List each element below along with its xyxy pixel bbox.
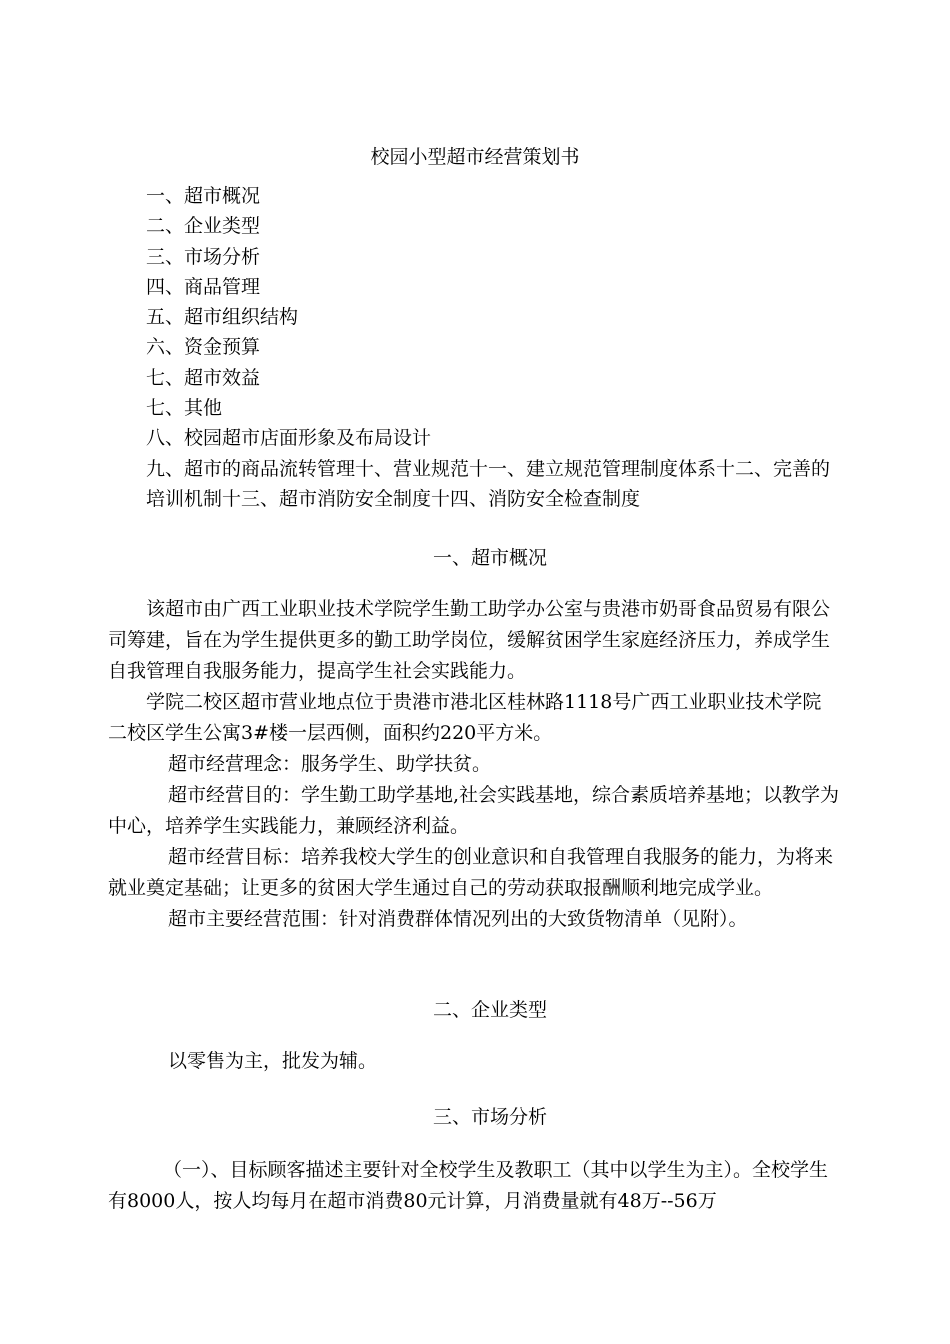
toc-item: 七、其他 — [146, 397, 223, 420]
paragraph: 该超市由广西工业职业技术学院学生勤工助学办公室与贵港市奶哥食品贸易有限公司筹建，旨在为学生提供更多的勤工助学岗位，缓解贫困学生家庭经济压力，养成学生自我管理自我服务能力，提高学生社会实践能力。 — [108, 598, 831, 682]
toc-item: 四、商品管理 — [146, 275, 261, 298]
paragraph: 超市经营目标：培养我校大学生的创业意识和自我管理自我服务的能力，为将来就业奠定基础；让更多的贫困大学生通过自己的劳动获取报酬顺利地完成学业。 — [108, 846, 834, 899]
section-heading: 二、企业类型 — [432, 999, 547, 1021]
toc-item: 二、企业类型 — [146, 215, 261, 238]
toc-item: 五、超市组织结构 — [146, 306, 299, 329]
section-heading: 一、超市概况 — [432, 547, 547, 569]
toc-item: 一、超市概况 — [146, 185, 261, 207]
table-of-contents — [146, 181, 846, 514]
toc-item: 三、市场分析 — [146, 245, 261, 268]
paragraph: 超市经营目的：学生勤工助学基地,社会实践基地，综合素质培养基地；以教学为中心，培养学生实践能力，兼顾经济利益。 — [108, 784, 840, 837]
toc-item: 七、超市效益 — [146, 366, 261, 389]
paragraph: 超市经营理念：服务学生、助学扶贫。 — [168, 753, 492, 775]
toc-item: 九、超市的商品流转管理十、营业规范十一、建立规范管理制度体系十二、完善的培训机制十三、超市消防安全制度十四、消防安全检查制度 — [146, 457, 831, 510]
paragraph: 学院二校区超市营业地点位于贵港市港北区桂林路1118号广西工业职业技术学院二校区学生公寓3#楼一层西侧，面积约220平方米。 — [108, 691, 822, 744]
paragraph: （一）、目标顾客描述主要针对全校学生及教职工（其中以学生为主）。全校学生有8000人，按人均每月在超市消费80元计算，月消费量就有48万--56万 — [108, 1159, 829, 1212]
paragraph: 以零售为主，批发为辅。 — [168, 1050, 378, 1072]
document-title: 校园小型超市经营策划书 — [370, 146, 580, 168]
toc-item: 六、资金预算 — [146, 336, 261, 359]
toc-item: 八、校园超市店面形象及布局设计 — [146, 427, 432, 450]
section-heading: 三、市场分析 — [432, 1106, 547, 1128]
paragraph: 超市主要经营范围：针对消费群体情况列出的大致货物清单（见附）。 — [168, 908, 748, 930]
